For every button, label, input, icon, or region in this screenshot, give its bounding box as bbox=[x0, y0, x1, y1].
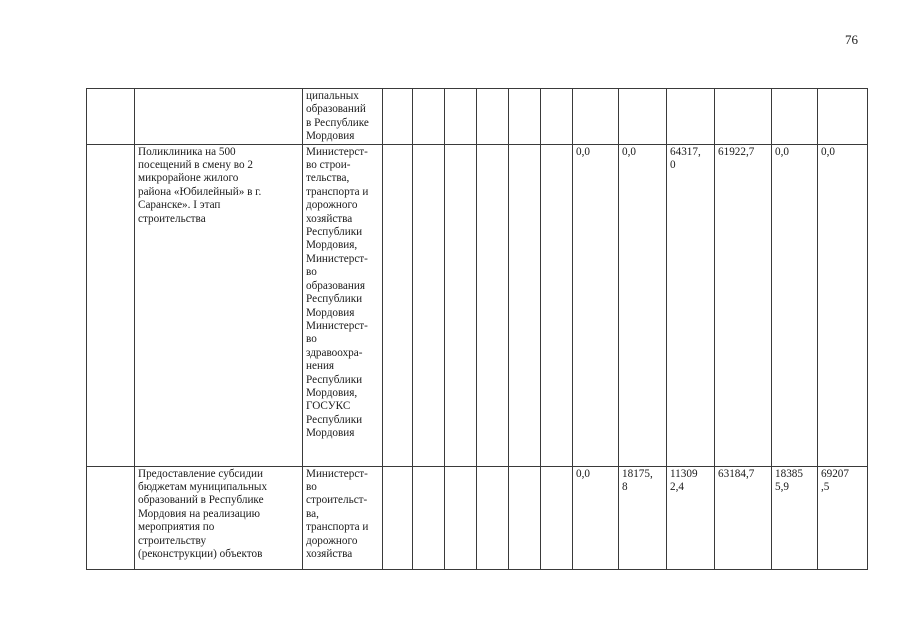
value-cell bbox=[715, 89, 772, 145]
value-cell: 11309 2,4 bbox=[667, 466, 715, 569]
code-cell bbox=[509, 89, 541, 145]
table-row bbox=[87, 89, 868, 145]
value-cell bbox=[772, 89, 818, 145]
value-cell: 69207 ,5 bbox=[818, 466, 868, 569]
code-cell bbox=[509, 466, 541, 569]
value-cell bbox=[667, 89, 715, 145]
value-cell: 61922,7 bbox=[715, 144, 772, 466]
value-cell: 0,0 bbox=[818, 144, 868, 466]
code-cell bbox=[445, 466, 477, 569]
code-cell bbox=[413, 466, 445, 569]
code-cell bbox=[541, 89, 573, 145]
code-cell bbox=[413, 89, 445, 145]
code-cell bbox=[445, 144, 477, 466]
page-number: 76 bbox=[845, 32, 858, 47]
row-index-cell bbox=[87, 144, 135, 466]
row-index-cell bbox=[87, 89, 135, 145]
code-cell bbox=[383, 144, 413, 466]
budget-table bbox=[86, 88, 868, 570]
value-cell: 18385 5,9 bbox=[772, 466, 818, 569]
value-cell bbox=[818, 89, 868, 145]
value-cell: 0,0 bbox=[619, 144, 667, 466]
value-cell: 0,0 bbox=[573, 466, 619, 569]
executor-cell: Министерст- во строи- тельства, транспорта и дорожного хозяйства Республики Мордовия, Министерст- во образования Республики Мордовия Министерст- во здравоохра- нения Республики Мордовия, ГОСУКС Республики Мордовия bbox=[303, 144, 383, 466]
value-cell bbox=[619, 89, 667, 145]
executor-cell: Министерст- во строительст- ва, транспорта и дорожного хозяйства bbox=[303, 466, 383, 569]
code-cell bbox=[477, 144, 509, 466]
value-cell: 63184,7 bbox=[715, 466, 772, 569]
value-cell bbox=[573, 89, 619, 145]
code-cell bbox=[477, 466, 509, 569]
activity-name-cell bbox=[135, 89, 303, 145]
activity-name-cell: Предоставление субсидии бюджетам муниципальных образований в Республике Мордовия на реализацию мероприятия по строительству (реконструкции) объектов bbox=[135, 466, 303, 569]
row-index-cell bbox=[87, 466, 135, 569]
code-cell bbox=[541, 144, 573, 466]
value-cell: 0,0 bbox=[573, 144, 619, 466]
code-cell bbox=[509, 144, 541, 466]
table-row bbox=[87, 144, 868, 466]
code-cell bbox=[413, 144, 445, 466]
value-cell: 64317, 0 bbox=[667, 144, 715, 466]
code-cell bbox=[383, 89, 413, 145]
code-cell bbox=[383, 466, 413, 569]
code-cell bbox=[477, 89, 509, 145]
activity-name-cell: Поликлиника на 500 посещений в смену во 2 микрорайоне жилого района «Юбилейный» в г. Саранске». I этап строительства bbox=[135, 144, 303, 466]
code-cell bbox=[445, 89, 477, 145]
code-cell bbox=[541, 466, 573, 569]
value-cell: 0,0 bbox=[772, 144, 818, 466]
table-row bbox=[87, 466, 868, 569]
executor-cell: ципальных образований в Республике Мордовия bbox=[303, 89, 383, 145]
value-cell: 18175, 8 bbox=[619, 466, 667, 569]
